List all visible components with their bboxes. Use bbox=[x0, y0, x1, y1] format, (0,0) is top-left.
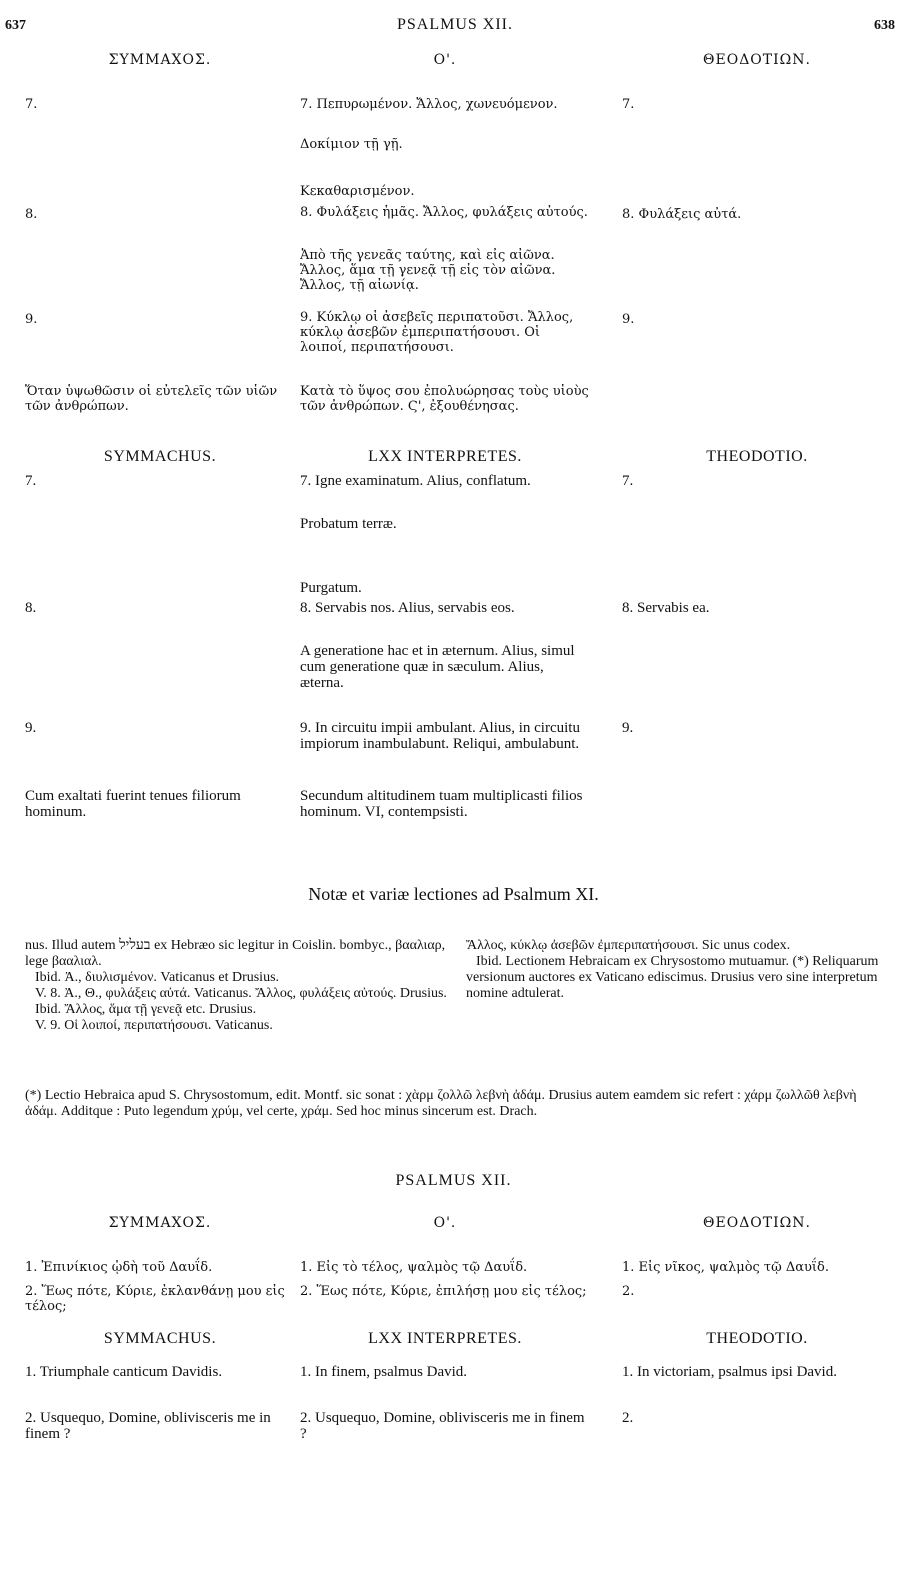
lxx-latin-v7: 7. Igne examinatum. Alius, conflatum. bbox=[300, 473, 531, 489]
note-paragraph: Ibid. Ἄλλος, ἅμα τῇ γενεᾷ etc. Drusius. bbox=[35, 1002, 257, 1017]
notes-right-column bbox=[466, 938, 886, 1002]
lxx-greek-v9b: Κατὰ τὸ ὕψος σου ἐπολυώρησας τοὺς υἱοὺς τῶν ἀνθρώπων. Ϛ', ἐξουθένησας. bbox=[300, 384, 589, 414]
head-lxx-latin: LXX INTERPRETES. bbox=[368, 448, 522, 465]
note-paragraph: nus. Illud autem בעליל ex Hebræo sic legitur in Coislin. bombyc., βααλιαρ, lege βααλιαλ. bbox=[25, 938, 446, 969]
sym-latin-v9b: Cum exaltati fuerint tenues filiorum hominum. bbox=[25, 788, 241, 820]
p12-sym-latin-v1: 1. Triumphale canticum Davidis. bbox=[25, 1364, 223, 1380]
lxx-latin-v9: 9. In circuitu impii ambulant. Alius, in circuitu impiorum inambulabunt. Reliqui, ambulabunt. bbox=[300, 720, 580, 752]
lxx-latin-v8a: Purgatum. bbox=[300, 580, 362, 596]
lxx-greek-v7: 7. Πεπυρωμένον. Ἄλλος, χωνευόμενον. bbox=[300, 97, 558, 112]
sym-greek-v7: 7. bbox=[25, 97, 38, 112]
lxx-greek-v8: 8. Φυλάξεις ἡμᾶς. Ἄλλος, φυλάξεις αὐτούς. bbox=[300, 205, 588, 220]
p12-sym-latin-v2: 2. Usquequo, Domine, oblivisceris me in finem ? bbox=[25, 1410, 271, 1442]
lxx-greek-v9: 9. Κύκλῳ οἱ ἀσεβεῖς περιπατοῦσι. Ἄλλος, κύκλῳ ἀσεβῶν ἐμπεριπατήσουσι. Οἱ λοιποί, περιπατήσουσι. bbox=[300, 310, 574, 355]
sym-greek-v9b: Ὅταν ὑψωθῶσιν οἱ εὐτελεῖς τῶν υἱῶν τῶν ἀνθρώπων. bbox=[25, 384, 278, 414]
lxx-greek-v8a: Κεκαθαρισμένον. bbox=[300, 184, 415, 199]
p12-head-theodotion-latin: THEODOTIO. bbox=[706, 1330, 808, 1347]
p12-head-symmachus-latin: SYMMACHUS. bbox=[103, 1330, 217, 1347]
head-theodotion-latin: THEODOTIO. bbox=[706, 448, 808, 465]
lxx-latin-v9b: Secundum altitudinem tuam multiplicasti filios hominum. VI, contempsisti. bbox=[300, 788, 583, 820]
p12-theo-greek-v2: 2. bbox=[622, 1284, 635, 1299]
notes-title: Notæ et variæ lectiones ad Psalmum XI. bbox=[308, 884, 599, 904]
lxx-greek-v8b: Ἀπὸ τῆς γενεᾶς ταύτης, καὶ εἰς αἰῶνα. Ἄλλος, ἅμα τῇ γενεᾷ τῇ εἰς τὸν αἰῶνα. Ἄλλος, τῇ αἰωνίᾳ. bbox=[300, 248, 556, 293]
theo-greek-v8: 8. Φυλάξεις αὐτά. bbox=[622, 207, 742, 222]
p12-lxx-latin-v2: 2. Usquequo, Domine, oblivisceris me in finem ? bbox=[300, 1410, 585, 1442]
p12-sym-greek-v1: 1. Ἐπινίκιος ᾠδὴ τοῦ Δαυΐδ. bbox=[25, 1260, 213, 1275]
p12-theo-latin-v2: 2. bbox=[622, 1410, 634, 1426]
p12-lxx-latin-v1: 1. In finem, psalmus David. bbox=[300, 1364, 468, 1380]
note-paragraph: V. 9. Οἱ λοιποί, περιπατήσουσι. Vaticanus. bbox=[35, 1018, 273, 1033]
sym-latin-v9: 9. bbox=[25, 720, 37, 736]
sym-latin-v8: 8. bbox=[25, 600, 37, 616]
p12-head-lxx-greek: Ο'. bbox=[433, 1215, 457, 1231]
note-paragraph: V. 8. Ἀ., Θ., φυλάξεις αὐτά. Vaticanus. Ἄλλος, φυλάξεις αὐτούς. Drusius. bbox=[35, 986, 447, 1001]
note-paragraph: Ibid. Lectionem Hebraicam ex Chrysostomo mutuamur. (*) Reliquarum versionum auctores ex Vaticano ediscimus. Drusius vero sine interpretum nomine adtulerat. bbox=[466, 954, 879, 1001]
note-paragraph: Ibid. Ἀ., διυλισμένον. Vaticanus et Drusius. bbox=[35, 970, 280, 985]
theo-greek-v9: 9. bbox=[622, 312, 635, 327]
sym-greek-v9: 9. bbox=[25, 312, 38, 327]
p12-head-symmachus-greek: ΣΥΜΜΑΧΟΣ. bbox=[108, 1215, 212, 1231]
theo-latin-v7: 7. bbox=[622, 473, 634, 489]
head-symmachus-latin: SYMMACHUS. bbox=[103, 448, 217, 465]
page-number-left: 637 bbox=[5, 18, 26, 33]
p12-theo-latin-v1: 1. In victoriam, psalmus ipsi David. bbox=[622, 1364, 837, 1380]
p12-lxx-greek-v2: 2. Ἕως πότε, Κύριε, ἐπιλήσῃ μου εἰς τέλος; bbox=[300, 1284, 587, 1299]
running-title: PSALMUS XII. bbox=[396, 16, 513, 33]
note-paragraph: Ἄλλος, κύκλῳ ἀσεβῶν ἐμπεριπατήσουσι. Sic unus codex. bbox=[466, 938, 791, 953]
lxx-latin-v8b: A generatione hac et in æternum. Alius, simul cum generatione quæ in sæculum. Alius, æterna. bbox=[300, 643, 575, 691]
theo-latin-v8: 8. Servabis ea. bbox=[622, 600, 710, 616]
head-lxx-greek: Ο'. bbox=[433, 52, 457, 68]
p12-lxx-greek-v1: 1. Εἰς τὸ τέλος, ψαλμὸς τῷ Δαυΐδ. bbox=[300, 1260, 528, 1275]
p12-theo-greek-v1: 1. Εἰς νῖκος, ψαλμὸς τῷ Δαυΐδ. bbox=[622, 1260, 829, 1275]
notes-left-column bbox=[25, 938, 450, 1034]
sym-greek-v8: 8. bbox=[25, 207, 38, 222]
theo-latin-v9: 9. bbox=[622, 720, 634, 736]
footnote: (*) Lectio Hebraica apud S. Chrysostomum, edit. Montf. sic sonat : χὰρμ ζολλῶ λεβνὴ ἀδάμ. Drusius autem eamdem sic refert : χάρμ ζωλλῶθ λεβνὴ ἀδάμ. Additque : Puto legendum χρύμ, vel certe, χράμ. Sed hoc minus sincerum est. Drach. bbox=[25, 1088, 857, 1119]
lxx-latin-v7b: Probatum terræ. bbox=[300, 516, 397, 532]
p12-head-theodotion-greek: ΘΕΟΔΟΤΙΩΝ. bbox=[703, 1215, 811, 1231]
theo-greek-v7: 7. bbox=[622, 97, 635, 112]
lxx-greek-v7b: Δοκίμιον τῇ γῇ. bbox=[300, 137, 403, 152]
sym-latin-v7: 7. bbox=[25, 473, 37, 489]
psalm12-title: PSALMUS XII. bbox=[395, 1172, 512, 1189]
head-symmachus-greek: ΣΥΜΜΑΧΟΣ. bbox=[108, 52, 212, 68]
p12-head-lxx-latin: LXX INTERPRETES. bbox=[368, 1330, 522, 1347]
lxx-latin-v8: 8. Servabis nos. Alius, servabis eos. bbox=[300, 600, 515, 616]
p12-sym-greek-v2: 2. Ἕως πότε, Κύριε, ἐκλανθάνῃ μου εἰς τέλος; bbox=[25, 1284, 285, 1314]
head-theodotion-greek: ΘΕΟΔΟΤΙΩΝ. bbox=[703, 52, 811, 68]
page-number-right: 638 bbox=[874, 18, 895, 33]
